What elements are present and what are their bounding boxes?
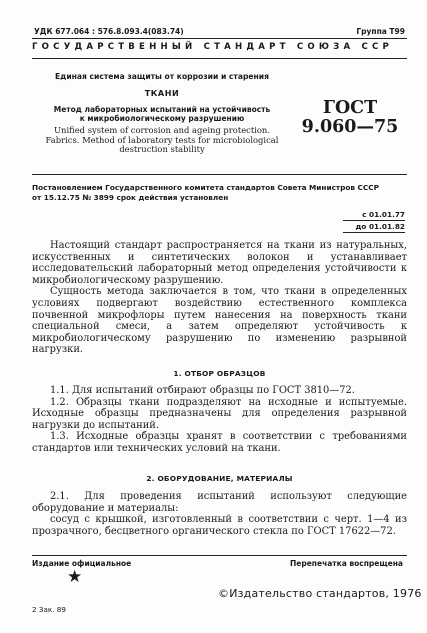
decree-line2: от 15.12.75 № 3899 срок действия установлен (32, 192, 229, 202)
section-1-item-1: 1.1. Для испытаний отбирают образцы по ГОСТ 3810—72. (50, 385, 355, 396)
page-number: 2 Зак. 89 (32, 605, 66, 614)
section-2-text (32, 491, 407, 537)
gost-number (300, 99, 400, 137)
english-title-line1: Unified system of corrosion and ageing protection. (54, 125, 270, 135)
intro-paragraph-2: Сущность метода заключается в том, что ткани в определенных условиях подвергают воздействию естественного комплекса почвенной микрофлоры путем нанесения на поверхность ткани специальной смеси, а затем определяют устойчивость к микробиологическому разрушению по изменению разрывной нагрузки. (32, 286, 407, 356)
valid-from: с 01.01.77 (343, 210, 405, 221)
group-code: Группа Т99 (356, 27, 405, 36)
reprint-forbidden: Перепечатка воспрещена (289, 559, 403, 568)
gost-label: ГОСТ (322, 98, 378, 118)
english-title-line2: Fabrics. Method of laboratory tests for microbiological (45, 134, 279, 145)
decree-text (32, 183, 407, 202)
intro-paragraph-1: Настоящий стандарт распространяется на ткани из натуральных, искусственных и синтетических волокон и устанавливает исследовательский лабораторный метод определения устойчивости к микробиологическому разрушению. (32, 240, 407, 286)
validity-dates (343, 210, 405, 233)
english-title (32, 126, 292, 155)
official-edition: Издание официальное (32, 559, 132, 568)
method-title-line1: Метод лабораторных испытаний на устойчивость (53, 105, 271, 114)
section-2-heading: 2. ОБОРУДОВАНИЕ, МАТЕРИАЛЫ (146, 474, 293, 483)
section-2-item-1: 2.1. Для проведения испытаний используют следующие оборудование и материалы: (32, 491, 407, 514)
section-1-item-2: 1.2. Образцы ткани подразделяют на исходные и испытуемые. Исходные образцы предназначены для определения разрывной нагрузки до испытаний. (32, 396, 407, 431)
top-rule (32, 38, 407, 39)
gost-code: 9.060—75 (301, 117, 399, 137)
publisher-copyright: ©Издательство стандартов, 1976 (218, 587, 422, 600)
section-1-item-3: 1.3. Исходные образцы хранят в соответствии с требованиями стандартов или технических условий на ткани. (32, 431, 407, 454)
subject-title: ТКАНИ (144, 89, 180, 98)
section-1-text (32, 385, 407, 455)
section-2-item-2: сосуд с крышкой, изготовленный в соответствии с черт. 1—4 из прозрачного, бесцветного органического стекла по ГОСТ 17622—72. (32, 514, 407, 537)
english-title-line3: destruction stability (119, 144, 205, 154)
decree-line1: Постановлением Государственного комитета стандартов Совета Министров СССР (32, 183, 379, 192)
method-title-line2: к микробиологическому разрушению (79, 114, 245, 123)
valid-to: до 01.01.82 (343, 221, 405, 233)
star-icon: ★ (67, 567, 83, 587)
banner-rule (32, 58, 407, 59)
section-1-heading: 1. ОТБОР ОБРАЗЦОВ (173, 369, 266, 378)
intro-text (32, 240, 407, 356)
system-title: Единая система защиты от коррозии и старения (55, 72, 269, 81)
decree-rule (32, 174, 407, 175)
footer-rule (32, 555, 407, 556)
udk-code: УДК 677.064 : 576.8.093.4(083.74) (34, 27, 184, 36)
method-title (32, 105, 292, 123)
standard-banner: ГОСУДАРСТВЕННЫЙ СТАНДАРТ СОЮЗА ССР (32, 42, 394, 52)
title-block (32, 72, 292, 155)
